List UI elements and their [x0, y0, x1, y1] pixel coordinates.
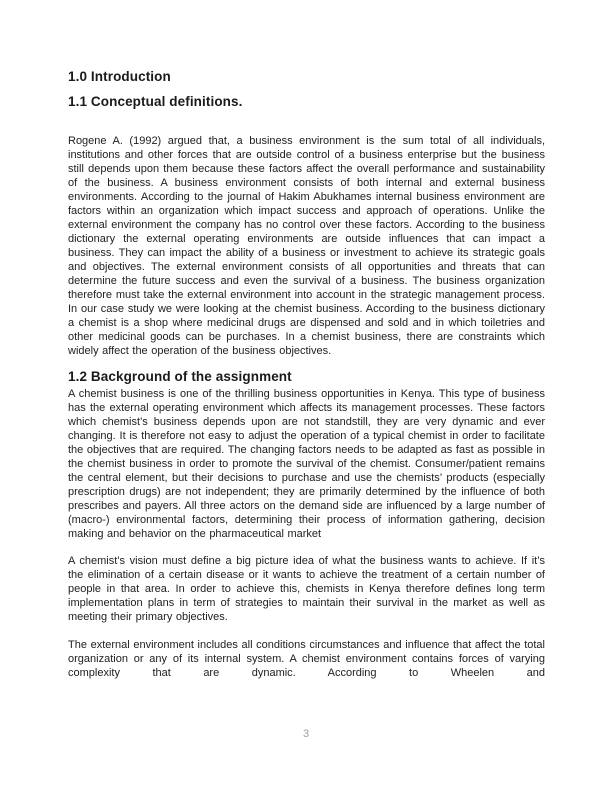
paragraph-background-1: A chemist business is one of the thrilling business opportunities in Kenya. This type of business has the external operating environment which affects its management processes. These factors which chemist’s business depends upon are not standstill, they are very dynamic and ever changing. It is therefore not easy to adjust the operation of a typical chemist in order to facilitate the objectives that are required. The changing factors needs to be adapted as fast as possible in the chemist business in order to promote the survival of the chemist. Consumer/patient remains the central element, but their decisions to purchase and use the chemists’ products (especially prescription drugs) are not independent; they are primarily determined by the influence of both prescribes and payers. All three actors on the demand side are influenced by a large number of (macro-) environmental factors, determining their process of information gathering, decision making and behavior on the pharmaceutical market: [68, 388, 545, 540]
paragraph-background-2: A chemist’s vision must define a big picture idea of what the business wants to achieve. If it’s the elimination of a certain disease or it wants to achieve the treatment of a certain number of people in that area. In order to achieve this, chemists in Kenya therefore defines long term implementation plans in term of strategies to maintain their survival in the market as well as meeting their primary objectives.: [68, 555, 545, 623]
paragraph-conceptual-definitions: Rogene A. (1992) argued that, a business environment is the sum total of all individuals, institutions and other forces that are outside control of a business enterprise but the business still depends upon them because these factors affect the overall performance and sustainability of the business. A business environment consists of both internal and external business environments. According to the journal of Hakim Abukhames internal business environment are factors within an organization which impact success and approach of operations. Unlike the external environment the company has no control over these factors. According to the business dictionary the external operating environments are outside influences that can impact a business. They can impact the ability of a business or investment to achieve its strategic goals and objectives. The external environment consists of all opportunities and threats that can determine the future success and even the survival of a business. The business organization therefore must take the external environment into account in the strategic management process. In our case study we were looking at the chemist business. According to the business dictionary a chemist is a shop where medicinal drugs are dispensed and sold and in which toiletries and other medicinal goods can be purchases. In a chemist business, there are constraints which widely affect the operation of the business objectives.: [68, 135, 545, 357]
document-content: [68, 69, 545, 680]
heading-background-of-assignment: 1.2 Background of the assignment: [68, 369, 292, 384]
paragraph-background-3: The external environment includes all conditions circumstances and influence that affect the total organization or any of its internal system. A chemist environment contains forces of varying complexity that are dynamic. According to Wheelen and: [68, 639, 545, 679]
heading-introduction: 1.0 Introduction: [68, 69, 171, 84]
page-number: 3: [302, 728, 310, 740]
heading-conceptual-definitions: 1.1 Conceptual definitions.: [68, 94, 243, 109]
